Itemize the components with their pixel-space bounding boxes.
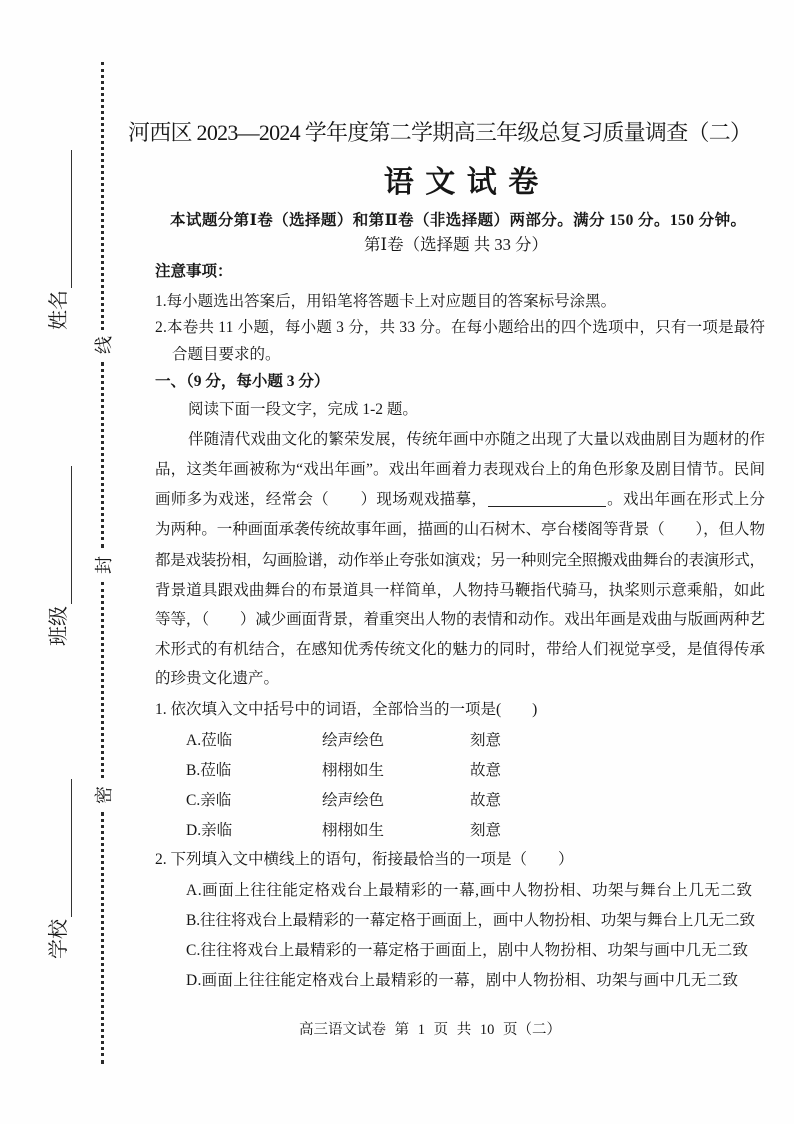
q1-option-c: [186, 786, 501, 816]
q1-option-d: [186, 816, 501, 846]
seal-mark-mi: 密: [94, 786, 114, 804]
page-footer: 高三语文试卷 第 1 页 共 10 页（二）: [299, 1022, 561, 1038]
passage-line: 等等，（ ）减少画面背景，着重突出人物的表情和动作。戏出年画是戏曲与版画两种艺: [155, 611, 765, 628]
option-word: D.亲临: [186, 822, 233, 839]
passage-line: 背景道具跟戏曲舞台的布景道具一样简单，人物持马鞭指代骑马，执桨则示意乘船，如此: [155, 582, 766, 599]
q2-option-d: D.画面上往往能定格戏台上最精彩的一幕，剧中人物扮相、功架与画中几无二致: [186, 972, 739, 989]
q2-option-a: A.画面上往往能定格戏台上最精彩的一幕,画中人物扮相、功架与舞台上几无二致: [186, 882, 753, 899]
binding-dotted-line: [101, 362, 104, 548]
binding-dotted-line: [101, 582, 104, 778]
name-label: 姓名: [48, 290, 70, 330]
option-word: 刻意: [470, 822, 502, 839]
passage-line-part: 。戏出年画在形式上分: [607, 491, 766, 508]
fill-in-blank-line: [488, 489, 606, 507]
class-write-line: [50, 466, 72, 604]
question-2-stem: 2. 下列填入文中横线上的语句，衔接最恰当的一项是（ ）: [155, 851, 574, 868]
exam-title: 河西区 2023—2024 学年度第二学期高三年级总复习质量调查（二）: [128, 120, 752, 145]
seal-mark-xian: 线: [94, 336, 114, 354]
exam-info: 本试题分第Ⅰ卷（选择题）和第Ⅱ卷（非选择题）两部分。满分 150 分。150 分钟。: [170, 212, 747, 229]
q2-option-b: B.往往将戏台上最精彩的一幕定格于画面上，画中人物扮相、功架与舞台上几无二致: [186, 912, 755, 929]
option-word: A.莅临: [186, 732, 233, 749]
notes-line: 2.本卷共 11 小题，每小题 3 分，共 33 分。在每小题给出的四个选项中，只有一项是最符: [155, 319, 766, 336]
option-word: B.莅临: [186, 762, 232, 779]
volume-heading: 第Ⅰ卷（选择题 共 33 分）: [364, 235, 548, 254]
class-field: [46, 466, 72, 646]
school-write-line: [50, 779, 72, 917]
seal-mark-feng: 封: [94, 556, 114, 574]
option-word: 栩栩如生: [322, 762, 385, 779]
option-word: 绘声绘色: [322, 792, 385, 809]
passage-line: 为两种。一种画面承袭传统故事年画，描画的山石树木、亭台楼阁等背景（ ），但人物: [155, 521, 765, 538]
option-word: C.亲临: [186, 792, 232, 809]
part-heading: 一、（9 分，每小题 3 分）: [155, 373, 330, 390]
q2-option-c: C.往往将戏台上最精彩的一幕定格于画面上，剧中人物扮相、功架与画中几无二致: [186, 942, 749, 959]
option-word: 栩栩如生: [322, 822, 385, 839]
subject-title: 语 文 试 卷: [383, 166, 541, 199]
binding-dotted-line: [101, 62, 104, 330]
passage-line-part: 画师多为戏迷，经常会（ ）现场观戏描摹，: [155, 491, 488, 508]
passage-line: 的珍贵文化遗产。: [155, 670, 280, 687]
school-field: [46, 779, 72, 959]
name-write-line: [50, 150, 72, 288]
notes-line: 1.每小题选出答案后，用铅笔将答题卡上对应题目的答案标号涂黑。: [155, 293, 617, 310]
passage-line: [155, 485, 765, 515]
question-1-stem: 1. 依次填入文中括号中的词语，全部恰当的一项是( ): [155, 701, 538, 718]
reading-instruction: 阅读下面一段文字，完成 1-2 题。: [188, 401, 418, 418]
option-word: 绘声绘色: [322, 732, 385, 749]
q1-option-b: [186, 756, 501, 786]
school-label: 学校: [48, 919, 70, 959]
notes-heading: 注意事项：: [155, 263, 233, 280]
class-label: 班级: [48, 606, 70, 646]
passage-line: 都是戏装扮相，勾画脸谱，动作举止夸张如演戏；另一种则完全照搬戏曲舞台的表演形式，: [155, 552, 765, 569]
q1-option-a: [186, 726, 501, 756]
passage-line: 品，这类年画被称为“戏出年画”。戏出年画着力表现戏台上的角色形象及剧目情节。民间: [155, 461, 766, 478]
option-word: 刻意: [470, 732, 502, 749]
passage-line: 术形式的有机结合，在感知优秀传统文化的魅力的同时，带给人们视觉享受，是值得传承: [155, 641, 766, 658]
passage-line: 伴随清代戏曲文化的繁荣发展，传统年画中亦随之出现了大量以戏曲剧目为题材的作: [188, 431, 766, 448]
notes-line: 合题目要求的。: [172, 346, 281, 363]
option-word: 故意: [470, 792, 502, 809]
binding-dotted-line: [101, 812, 104, 1064]
option-word: 故意: [470, 762, 502, 779]
name-field: [46, 150, 72, 330]
